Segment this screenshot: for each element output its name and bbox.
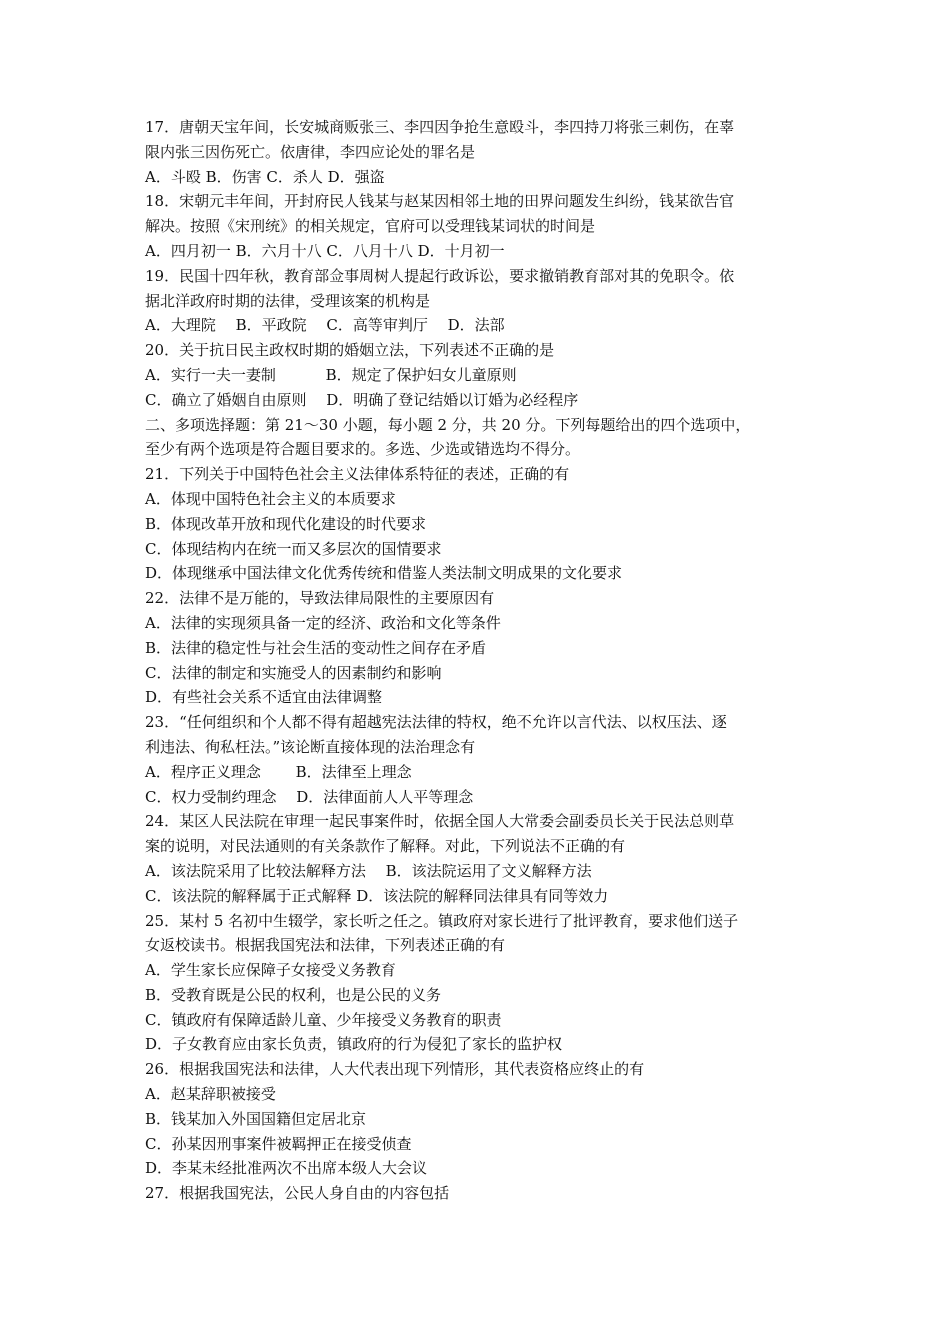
text-line: A．该法院采用了比较法解释方法 B．该法院运用了文义解释方法	[145, 861, 592, 880]
text-line: B．体现改革开放和现代化建设的时代要求	[145, 514, 427, 533]
text-line: A．法律的实现须具备一定的经济、政治和文化等条件	[145, 613, 501, 632]
text-line: D．体现继承中国法律文化优秀传统和借鉴人类法制文明成果的文化要求	[145, 564, 623, 583]
text-line: 21．下列关于中国特色社会主义法律体系特征的表述，正确的有	[145, 465, 570, 484]
text-line: A．实行一夫一妻制 B．规定了保护妇女儿童原则	[145, 365, 517, 384]
text-line: 17．唐朝天宝年间，长安城商贩张三、李四因争抢生意殴斗，李四持刀将张三刺伤，在辜	[145, 118, 735, 136]
text-line: 27．根据我国宪法，公民人身自由的内容包括	[145, 1184, 450, 1203]
text-line: 解决。按照《宋刑统》的相关规定，官府可以受理钱某词状的时间是	[145, 217, 596, 236]
text-line: 据北洋政府时期的法律，受理该案的机构是	[145, 291, 431, 310]
text-line: 22．法律不是万能的，导致法律局限性的主要原因有	[145, 589, 495, 608]
text-line: A．斗殴 B．伤害 C．杀人 D．强盗	[145, 167, 385, 186]
text-line: A．赵某辞职被接受	[145, 1085, 276, 1104]
text-line: B．受教育既是公民的权利，也是公民的义务	[145, 985, 442, 1004]
text-line: A．大理院 B．平政院 C．高等审判厅 D．法部	[145, 316, 505, 335]
text-line: 20．关于抗日民主政权时期的婚姻立法，下列表述不正确的是	[145, 341, 555, 360]
text-line: A．四月初一 B．六月十八 C．八月十八 D．十月初一	[145, 241, 505, 260]
text-line: C．法律的制定和实施受人的因素制约和影响	[145, 663, 442, 682]
text-line: D．有些社会关系不适宜由法律调整	[145, 688, 383, 707]
text-line: B．法律的稳定性与社会生活的变动性之间存在矛盾	[145, 638, 487, 657]
text-line: B．钱某加入外国国籍但定居北京	[145, 1109, 367, 1128]
text-line: 限内张三因伤死亡。依唐律，李四应论处的罪名是	[145, 142, 476, 161]
text-line: 二、多项选择题：第 21～30 小题，每小题 2 分，共 20 分。下列每题给出的四个选项中，	[145, 415, 751, 434]
text-line: 至少有两个选项是符合题目要求的。多选、少选或错选均不得分。	[145, 440, 581, 459]
document-page	[145, 115, 810, 1206]
text-line: A．程序正义理念 B．法律至上理念	[145, 762, 412, 781]
text-line: 18．宋朝元丰年间，开封府民人钱某与赵某因相邻土地的田界问题发生纠纷，钱某欲告官	[145, 192, 735, 211]
text-line: C．镇政府有保障适龄儿童、少年接受义务教育的职责	[145, 1010, 502, 1029]
text-line: D．子女教育应由家长负责，镇政府的行为侵犯了家长的监护权	[145, 1035, 563, 1054]
text-line: 案的说明，对民法通则的有关条款作了解释。对此，下列说法不正确的有	[145, 837, 626, 856]
text-line: D．李某未经批准两次不出席本级人大会议	[145, 1159, 428, 1178]
text-line: C．该法院的解释属于正式解释 D．该法院的解释同法律具有同等效力	[145, 886, 609, 905]
text-line: 26．根据我国宪法和法律，人大代表出现下列情形，其代表资格应终止的有	[145, 1060, 645, 1079]
text-line: 利违法、徇私枉法。”该论断直接体现的法治理念有	[145, 737, 476, 756]
text-line: A．学生家长应保障子女接受义务教育	[145, 961, 396, 980]
text-line: 23．“任何组织和个人都不得有超越宪法法律的特权，绝不允许以言代法、以权压法、逐	[145, 713, 727, 732]
text-line: 19．民国十四年秋，教育部佥事周树人提起行政诉讼，要求撤销教育部对其的免职令。依	[145, 266, 735, 285]
text-line: 24．某区人民法院在审理一起民事案件时，依据全国人大常委会副委员长关于民法总则草	[145, 812, 735, 831]
text-line: C．体现结构内在统一而又多层次的国情要求	[145, 539, 442, 558]
text-line: A．体现中国特色社会主义的本质要求	[145, 489, 396, 508]
text-line: 女返校读书。根据我国宪法和法律，下列表述正确的有	[145, 936, 506, 955]
text-line: C．确立了婚姻自由原则 D．明确了登记结婚以订婚为必经程序	[145, 390, 579, 409]
text-line: C．权力受制约理念 D．法律面前人人平等理念	[145, 787, 474, 806]
text-line: C．孙某因刑事案件被羁押正在接受侦查	[145, 1134, 412, 1153]
text-line: 25．某村 5 名初中生辍学，家长听之任之。镇政府对家长进行了批评教育，要求他们送子	[145, 911, 739, 930]
